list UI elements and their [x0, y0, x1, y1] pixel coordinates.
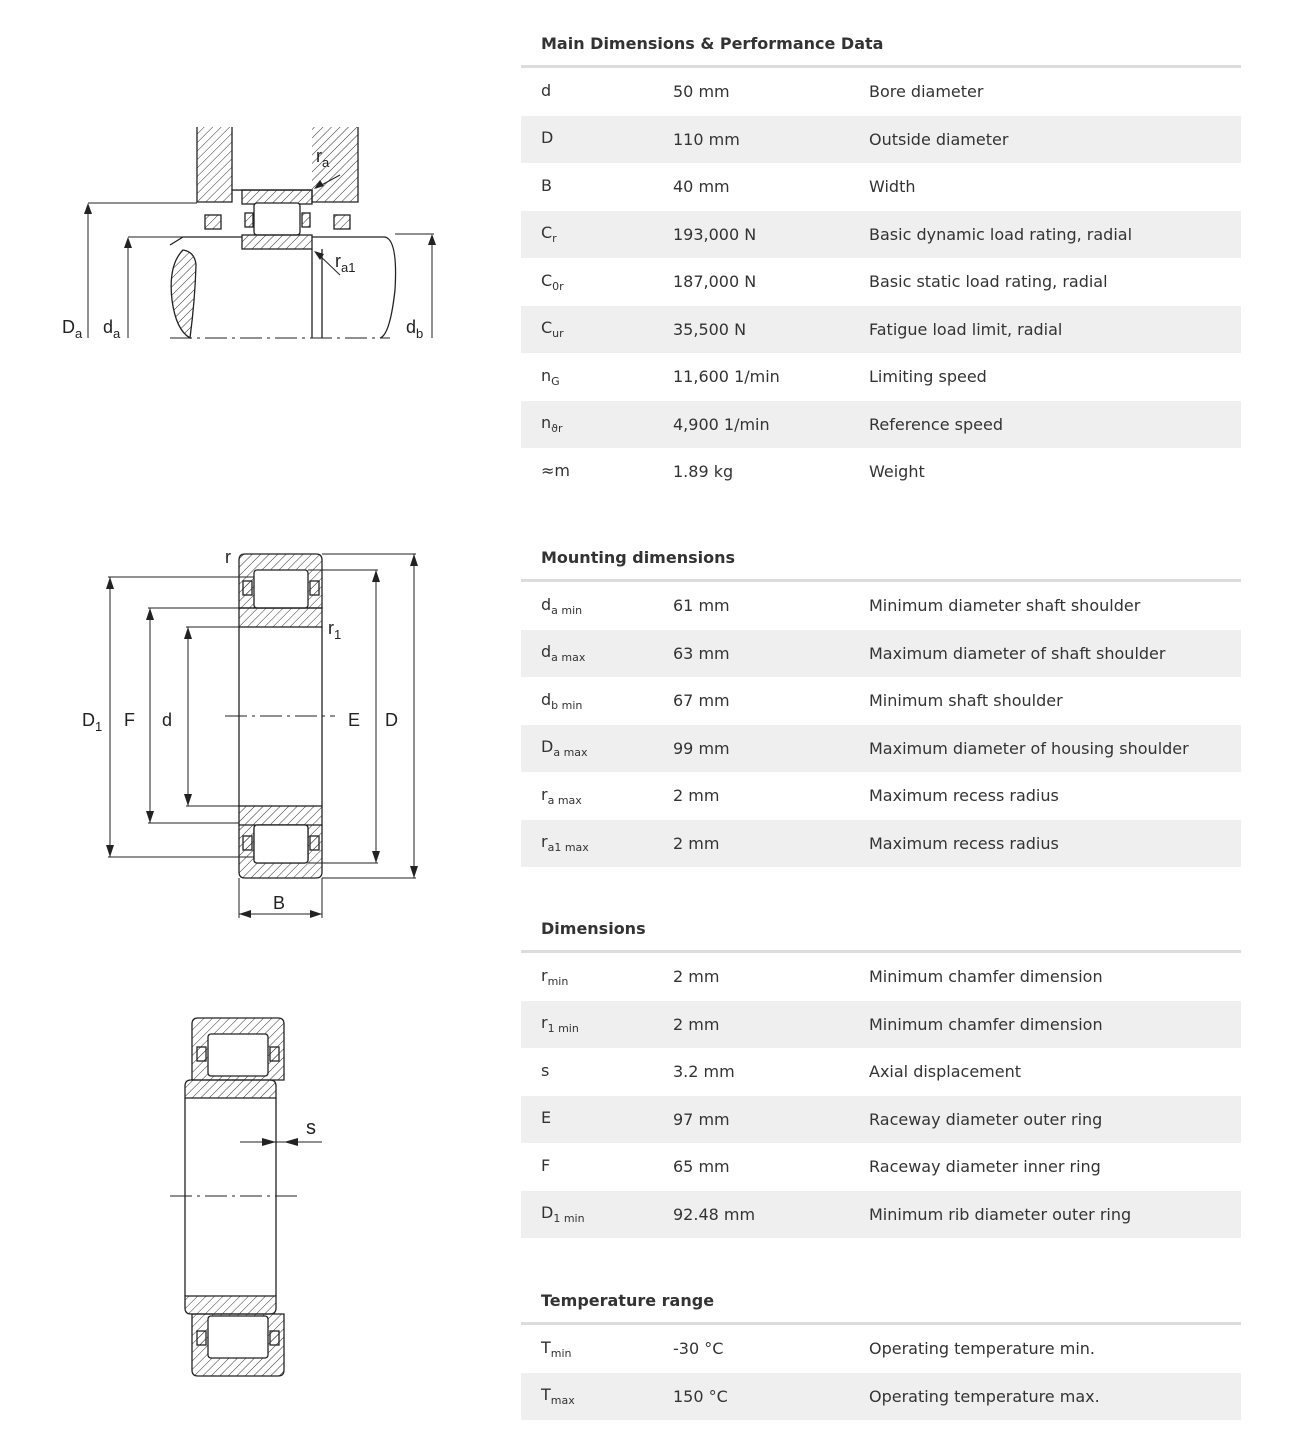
label-d: d	[162, 710, 173, 730]
symbol-main: T	[541, 1337, 551, 1357]
section-title: Main Dimensions & Performance Data	[521, 0, 1241, 68]
row-description: Raceway diameter outer ring	[869, 1109, 1103, 1129]
symbol-subscript: a1 max	[547, 841, 589, 855]
label-ra: $r_a$	[316, 146, 330, 170]
table-row	[521, 1143, 1241, 1191]
table-rows	[521, 1325, 1241, 1420]
label-Da: $D_a$	[62, 317, 83, 341]
row-description: Operating temperature min.	[869, 1339, 1095, 1359]
row-description: Width	[869, 177, 916, 197]
row-symbol	[521, 737, 673, 759]
symbol-subscript: G	[551, 374, 560, 388]
row-symbol	[521, 366, 673, 388]
row-symbol	[521, 318, 673, 340]
mounting-drawing	[0, 0, 520, 380]
row-value: 63 mm	[673, 643, 730, 663]
label-D: D	[385, 710, 398, 730]
symbol-subscript: ϑr	[551, 422, 563, 436]
section-mounting-dimensions	[521, 514, 1241, 867]
symbol-main: r	[541, 784, 548, 804]
row-symbol	[521, 128, 673, 150]
table-row	[521, 1096, 1241, 1144]
row-description: Outside diameter	[869, 129, 1009, 149]
row-symbol	[521, 81, 673, 103]
row-description: Basic static load rating, radial	[869, 272, 1108, 292]
row-symbol	[521, 1108, 673, 1130]
row-value: 50 mm	[673, 82, 730, 102]
section-title: Temperature range	[521, 1257, 1241, 1325]
symbol-main: d	[541, 80, 552, 100]
row-value: 11,600 1/min	[673, 367, 780, 387]
row-value: 97 mm	[673, 1109, 730, 1129]
bearing-drawing	[0, 530, 520, 930]
row-symbol	[521, 271, 673, 293]
table-row	[521, 772, 1241, 820]
label-s: s	[306, 1117, 316, 1139]
row-symbol	[521, 1061, 673, 1083]
row-value: 1.89 kg	[673, 462, 734, 482]
symbol-main: T	[541, 1385, 551, 1405]
row-value: 65 mm	[673, 1157, 730, 1177]
row-value: 193,000 N	[673, 224, 757, 244]
row-symbol	[521, 595, 673, 617]
symbol-subscript: a max	[551, 651, 586, 665]
symbol-subscript: ur	[552, 327, 564, 341]
row-symbol	[521, 690, 673, 712]
section-dimensions	[521, 885, 1241, 1238]
symbol-main: n	[541, 365, 552, 385]
symbol-subscript: min	[550, 1346, 572, 1360]
row-value: 40 mm	[673, 177, 730, 197]
table-row	[521, 401, 1241, 449]
table-rows	[521, 953, 1241, 1238]
row-description: Basic dynamic load rating, radial	[869, 224, 1133, 244]
row-symbol	[521, 413, 673, 435]
table-row	[521, 211, 1241, 259]
row-value: 150 °C	[673, 1386, 728, 1406]
section-title: Dimensions	[521, 885, 1241, 953]
symbol-main: F	[541, 1155, 551, 1175]
symbol-subscript: 0r	[552, 279, 564, 293]
symbol-subscript: b min	[551, 698, 583, 712]
table-row	[521, 68, 1241, 116]
label-r: r	[225, 547, 231, 567]
row-description: Raceway diameter inner ring	[869, 1157, 1101, 1177]
symbol-main: E	[541, 1108, 552, 1128]
table-row	[521, 448, 1241, 496]
section-temperature-range	[521, 1257, 1241, 1420]
row-value: 187,000 N	[673, 272, 757, 292]
table-row	[521, 1325, 1241, 1373]
symbol-subscript: a min	[551, 603, 583, 617]
row-description: Maximum diameter of housing shoulder	[869, 738, 1189, 758]
row-description: Bore diameter	[869, 82, 984, 102]
table-row	[521, 677, 1241, 725]
row-value: 2 mm	[673, 786, 720, 806]
row-symbol	[521, 1013, 673, 1035]
symbol-main: ≈m	[541, 460, 570, 480]
row-description: Fatigue load limit, radial	[869, 319, 1063, 339]
symbol-subscript: 1 min	[553, 1212, 585, 1226]
row-value: 92.48 mm	[673, 1204, 756, 1224]
row-description: Minimum chamfer dimension	[869, 1014, 1103, 1034]
symbol-subscript: a max	[547, 793, 582, 807]
row-symbol	[521, 785, 673, 807]
label-ra1: $r_{a1}$	[335, 251, 356, 275]
row-symbol	[521, 966, 673, 988]
row-value: 110 mm	[673, 129, 740, 149]
symbol-subscript: r	[552, 232, 557, 246]
row-symbol	[521, 1385, 673, 1407]
row-value: 35,500 N	[673, 319, 747, 339]
displacement-drawing	[0, 1000, 520, 1400]
table-rows	[521, 68, 1241, 496]
table-row	[521, 582, 1241, 630]
row-description: Minimum rib diameter outer ring	[869, 1204, 1132, 1224]
row-value: 2 mm	[673, 967, 720, 987]
row-description: Minimum chamfer dimension	[869, 967, 1103, 987]
row-symbol	[521, 461, 673, 483]
row-value: 3.2 mm	[673, 1062, 735, 1082]
symbol-main: s	[541, 1060, 550, 1080]
row-symbol	[521, 1156, 673, 1178]
row-description: Weight	[869, 462, 925, 482]
row-value: 67 mm	[673, 691, 730, 711]
table-row	[521, 116, 1241, 164]
row-description: Limiting speed	[869, 367, 987, 387]
row-description: Maximum recess radius	[869, 833, 1059, 853]
symbol-main: d	[541, 642, 552, 662]
label-db: $d_b$	[406, 317, 424, 341]
symbol-main: d	[541, 689, 552, 709]
table-row	[521, 1001, 1241, 1049]
symbol-main: r	[541, 1013, 548, 1033]
row-value: 2 mm	[673, 833, 720, 853]
table-row	[521, 820, 1241, 868]
symbol-subscript: min	[547, 974, 569, 988]
row-description: Axial displacement	[869, 1062, 1022, 1082]
table-row	[521, 258, 1241, 306]
symbol-main: D	[541, 737, 554, 757]
row-value: -30 °C	[673, 1339, 724, 1359]
symbol-main: r	[541, 832, 548, 852]
symbol-main: C	[541, 223, 553, 243]
table-row	[521, 630, 1241, 678]
row-symbol	[521, 223, 673, 245]
symbol-main: B	[541, 175, 552, 195]
symbol-main: n	[541, 413, 552, 433]
label-r1: $r_1$	[328, 618, 342, 642]
table-row	[521, 1373, 1241, 1421]
symbol-main: C	[541, 318, 553, 338]
row-symbol	[521, 642, 673, 664]
row-description: Maximum diameter of shaft shoulder	[869, 643, 1166, 663]
row-description: Operating temperature max.	[869, 1386, 1100, 1406]
symbol-subscript: 1 min	[547, 1022, 579, 1036]
section-main-dimensions	[521, 0, 1241, 496]
technical-drawings	[0, 0, 520, 1431]
row-value: 4,900 1/min	[673, 414, 770, 434]
row-value: 99 mm	[673, 738, 730, 758]
label-D1: $D_1$	[82, 710, 103, 734]
symbol-main: D	[541, 128, 554, 148]
row-description: Reference speed	[869, 414, 1003, 434]
table-row	[521, 353, 1241, 401]
row-description: Minimum diameter shaft shoulder	[869, 596, 1141, 616]
table-row	[521, 306, 1241, 354]
label-E: E	[348, 710, 361, 730]
row-symbol	[521, 832, 673, 854]
row-symbol	[521, 1203, 673, 1225]
table-row	[521, 725, 1241, 773]
table-row	[521, 163, 1241, 211]
label-F: F	[124, 710, 135, 730]
table-row	[521, 953, 1241, 1001]
symbol-main: d	[541, 594, 552, 614]
row-symbol	[521, 176, 673, 198]
row-description: Maximum recess radius	[869, 786, 1059, 806]
table-rows	[521, 582, 1241, 867]
row-value: 61 mm	[673, 596, 730, 616]
symbol-subscript: max	[550, 1394, 575, 1408]
label-da: $d_a$	[103, 317, 121, 341]
symbol-main: D	[541, 1203, 554, 1223]
table-row	[521, 1048, 1241, 1096]
symbol-main: r	[541, 965, 548, 985]
row-symbol	[521, 1338, 673, 1360]
row-description: Minimum shaft shoulder	[869, 691, 1063, 711]
label-B: B	[273, 893, 286, 913]
symbol-main: C	[541, 270, 553, 290]
table-row	[521, 1191, 1241, 1239]
symbol-subscript: a max	[553, 746, 588, 760]
row-value: 2 mm	[673, 1014, 720, 1034]
section-title: Mounting dimensions	[521, 514, 1241, 582]
